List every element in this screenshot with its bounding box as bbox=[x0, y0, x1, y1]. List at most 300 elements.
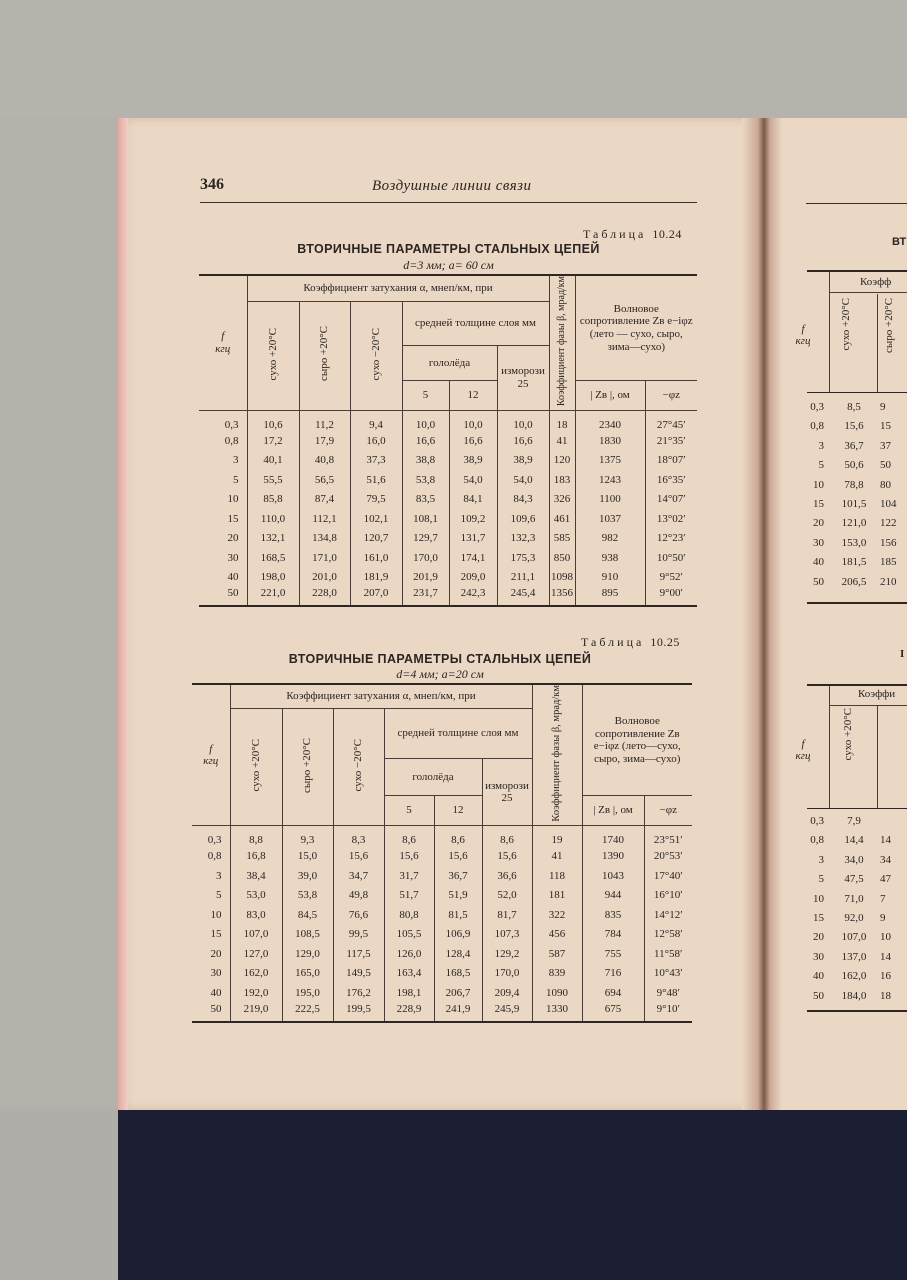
table-cell: 131,7 bbox=[449, 528, 497, 548]
table-cell: 84,3 bbox=[497, 489, 549, 509]
table-cell: 716 bbox=[582, 963, 644, 983]
table-cell: 15,0 bbox=[282, 846, 333, 866]
col-header-dry: сухо +20°C bbox=[230, 708, 282, 826]
table-cell: 156 bbox=[880, 536, 897, 549]
table-cell: 15,6 bbox=[434, 846, 482, 866]
table-cell: 17°40′ bbox=[644, 866, 692, 886]
table-cell: 51,6 bbox=[350, 470, 402, 490]
table-cell: 3 bbox=[233, 454, 239, 467]
table-cell: 195,0 bbox=[282, 983, 333, 1003]
table-cell: 40 bbox=[227, 571, 239, 584]
table-cell: 3 bbox=[216, 869, 222, 882]
table-cell: 84,5 bbox=[282, 905, 333, 925]
right-wet-header: сыро +20°C bbox=[883, 298, 895, 353]
right-header-fragment: Коэфф bbox=[860, 276, 892, 288]
table-cell: 40 bbox=[210, 986, 222, 999]
background-bottom-left bbox=[0, 1108, 118, 1280]
table-cell: 209,4 bbox=[482, 983, 532, 1003]
table-number: 10.25 bbox=[650, 635, 680, 649]
table-cell: 52,0 bbox=[482, 885, 532, 905]
table-cell: 587 bbox=[532, 944, 582, 964]
table-cell: 129,7 bbox=[402, 528, 449, 548]
table-cell: 199,5 bbox=[333, 1002, 384, 1022]
table-cell: 36,7 bbox=[434, 866, 482, 886]
table-cell: 895 bbox=[575, 587, 645, 607]
table-cell: 149,5 bbox=[333, 963, 384, 983]
right-title-fragment: I bbox=[900, 648, 905, 660]
table-cell: 80,8 bbox=[384, 905, 434, 925]
table-cell: 15,6 bbox=[482, 846, 532, 866]
table-cell: 8,6 bbox=[482, 826, 532, 847]
table-cell: 54,0 bbox=[497, 470, 549, 490]
table-cell: 14 bbox=[880, 834, 891, 847]
table-cell: 83,5 bbox=[402, 489, 449, 509]
table-cell: 15 bbox=[813, 912, 824, 924]
table-cell: 241,9 bbox=[434, 1002, 482, 1022]
table-cell: 183 bbox=[549, 470, 575, 490]
table-cell: 8,6 bbox=[434, 826, 482, 847]
table-cell: 16,6 bbox=[402, 431, 449, 451]
table-cell: 84,1 bbox=[449, 489, 497, 509]
table-cell: 694 bbox=[582, 983, 644, 1003]
right-table-divider bbox=[829, 705, 907, 706]
table-cell: 16,6 bbox=[449, 431, 497, 451]
table-cell: 81,7 bbox=[482, 905, 532, 925]
table-cell: 38,8 bbox=[402, 450, 449, 470]
table-cell: 137,0 bbox=[841, 950, 867, 963]
right-title-fragment: ВТ bbox=[892, 236, 907, 248]
table-cell: 30 bbox=[227, 551, 239, 564]
table-row bbox=[199, 509, 697, 529]
col-header-f: f кгц bbox=[192, 684, 230, 826]
table-cell: 0,8 bbox=[224, 434, 239, 447]
table-cell: 7 bbox=[880, 892, 886, 905]
table-cell: 0,3 bbox=[810, 815, 824, 827]
table-cell: 20 bbox=[813, 931, 824, 944]
table-cell: 53,8 bbox=[282, 885, 333, 905]
table-cell: 80 bbox=[880, 478, 891, 491]
table-cell: 1375 bbox=[575, 450, 645, 470]
table-cell: 938 bbox=[575, 548, 645, 568]
table-subtitle: d=4 мм; a=20 см bbox=[396, 667, 484, 681]
table-cell: 14,4 bbox=[844, 834, 864, 847]
table-cell: 14 bbox=[880, 950, 891, 963]
table-cell: 122 bbox=[880, 517, 897, 530]
table-row bbox=[192, 944, 692, 964]
table-cell: 16,6 bbox=[497, 431, 549, 451]
table-cell: 50,6 bbox=[844, 459, 864, 472]
table-cell: 38,9 bbox=[497, 450, 549, 470]
table-cell: 15 bbox=[813, 498, 824, 510]
table-cell: 585 bbox=[549, 528, 575, 548]
col-header-impedance: Волновое сопротивление Zв e−iφz (лето — сухо, сыро, зима—сухо) bbox=[575, 275, 697, 380]
table-row bbox=[192, 905, 692, 925]
col-header-attenuation: Коэффициент затухания α, мнеп/км, при bbox=[247, 275, 549, 301]
table-cell: 9°52′ bbox=[645, 567, 697, 587]
table-cell: 207,0 bbox=[350, 587, 402, 607]
table-row bbox=[192, 1002, 692, 1022]
table-cell: 201,0 bbox=[299, 567, 350, 587]
table-cell: 128,4 bbox=[434, 944, 482, 964]
table-cell: 170,0 bbox=[402, 548, 449, 568]
table-cell: 129,2 bbox=[482, 944, 532, 964]
table-row bbox=[192, 885, 692, 905]
right-table-rule bbox=[807, 392, 907, 393]
table-cell: 7,9 bbox=[847, 815, 861, 827]
table-cell: 14°12′ bbox=[644, 905, 692, 925]
col-header-phase: Коэффициент фазы β, мрад/км bbox=[549, 275, 575, 410]
table-cell: 0,8 bbox=[810, 420, 824, 433]
table-cell: 41 bbox=[532, 846, 582, 866]
table-cell: 1098 bbox=[549, 567, 575, 587]
col-header-f: f кгц bbox=[199, 275, 247, 410]
table-cell: 76,6 bbox=[333, 905, 384, 925]
table-cell: 850 bbox=[549, 548, 575, 568]
table-row bbox=[199, 431, 697, 451]
table-cell: 71,0 bbox=[844, 892, 864, 905]
table-row bbox=[192, 983, 692, 1003]
table-cell: 910 bbox=[575, 567, 645, 587]
table-cell: 0,3 bbox=[224, 418, 239, 431]
table-cell: 201,9 bbox=[402, 567, 449, 587]
table-cell: 87,4 bbox=[299, 489, 350, 509]
col-header-avg-thickness: средней толщине слоя мм bbox=[384, 708, 532, 759]
table-cell: 16°35′ bbox=[645, 470, 697, 490]
table-cell: 322 bbox=[532, 905, 582, 925]
table-row bbox=[192, 846, 692, 866]
table-cell: 14°07′ bbox=[645, 489, 697, 509]
table-cell: 40 bbox=[813, 556, 824, 569]
table-cell: 34 bbox=[880, 853, 891, 866]
table-cell: 55,5 bbox=[247, 470, 299, 490]
table-cell: 228,0 bbox=[299, 587, 350, 607]
col-header-dry-cold: сухо −20°C bbox=[350, 301, 402, 410]
table-cell: 198,0 bbox=[247, 567, 299, 587]
table-cell: 8,5 bbox=[847, 401, 861, 413]
table-cell: 3 bbox=[818, 439, 824, 452]
table-cell: 9,4 bbox=[350, 410, 402, 431]
col-header-zmod: | Zв |, ом bbox=[582, 796, 644, 826]
table-cell: 1043 bbox=[582, 866, 644, 886]
table-cell: 47 bbox=[880, 873, 891, 886]
table-cell: 10 bbox=[813, 892, 824, 905]
table-cell: 185 bbox=[880, 556, 897, 569]
col-header-rime: изморози 25 bbox=[482, 759, 532, 826]
table-cell: 99,5 bbox=[333, 924, 384, 944]
table-cell: 198,1 bbox=[384, 983, 434, 1003]
parameters-table bbox=[192, 683, 692, 1023]
table-cell: 245,9 bbox=[482, 1002, 532, 1022]
table-cell: 839 bbox=[532, 963, 582, 983]
table-cell: 3 bbox=[818, 853, 824, 866]
table-cell: 120 bbox=[549, 450, 575, 470]
table-cell: 20 bbox=[227, 532, 239, 545]
table-cell: 47,5 bbox=[844, 873, 864, 886]
table-cell: 5 bbox=[818, 459, 824, 472]
table-cell: 17,2 bbox=[247, 431, 299, 451]
table-cell: 50 bbox=[880, 459, 891, 472]
table-cell: 9°10′ bbox=[644, 1002, 692, 1022]
table-cell: 222,5 bbox=[282, 1002, 333, 1022]
table-cell: 162,0 bbox=[230, 963, 282, 983]
table-cell: 245,4 bbox=[497, 587, 549, 607]
table-cell: 171,0 bbox=[299, 548, 350, 568]
table-cell: 56,5 bbox=[299, 470, 350, 490]
table-cell: 34,0 bbox=[844, 853, 864, 866]
table-cell: 461 bbox=[549, 509, 575, 529]
table-cell: 15 bbox=[210, 928, 222, 941]
background-bottom bbox=[0, 1108, 907, 1280]
table-cell: 31,7 bbox=[384, 866, 434, 886]
table-cell: 53,0 bbox=[230, 885, 282, 905]
table-cell: 18°07′ bbox=[645, 450, 697, 470]
table-cell: 15 bbox=[227, 512, 239, 525]
col-header-zmod: | Zв |, ом bbox=[575, 380, 645, 410]
table-cell: 108,5 bbox=[282, 924, 333, 944]
table-cell: 107,0 bbox=[841, 931, 867, 944]
table-label-word: Таблица bbox=[581, 635, 645, 649]
table-cell: 5 bbox=[818, 873, 824, 886]
table-cell: 13°02′ bbox=[645, 509, 697, 529]
table-cell: 40,1 bbox=[247, 450, 299, 470]
table-cell: 5 bbox=[216, 889, 222, 902]
table-cell: 8,3 bbox=[333, 826, 384, 847]
table-cell: 10,0 bbox=[402, 410, 449, 431]
table-cell: 16,0 bbox=[350, 431, 402, 451]
table-cell: 184,0 bbox=[841, 989, 867, 1002]
col-header-glaze-5: 5 bbox=[384, 796, 434, 826]
table-cell: 132,3 bbox=[497, 528, 549, 548]
right-table-rule bbox=[807, 808, 907, 809]
table-cell: 168,5 bbox=[247, 548, 299, 568]
table-cell: 1090 bbox=[532, 983, 582, 1003]
book-gutter bbox=[742, 118, 782, 1110]
table-cell: 17,9 bbox=[299, 431, 350, 451]
table-cell: 38,4 bbox=[230, 866, 282, 886]
table-cell: 1330 bbox=[532, 1002, 582, 1022]
table-cell: 83,0 bbox=[230, 905, 282, 925]
table-cell: 36,6 bbox=[482, 866, 532, 886]
col-header-glaze-12: 12 bbox=[434, 796, 482, 826]
table-cell: 112,1 bbox=[299, 509, 350, 529]
table-cell: 20°53′ bbox=[644, 846, 692, 866]
table-row bbox=[192, 866, 692, 886]
table-row bbox=[199, 470, 697, 490]
table-cell: 1243 bbox=[575, 470, 645, 490]
table-cell: 206,5 bbox=[841, 575, 867, 588]
table-title: ВТОРИЧНЫЕ ПАРАМЕТРЫ СТАЛЬНЫХ ЦЕПЕЙ bbox=[297, 242, 600, 256]
table-cell: 10°50′ bbox=[645, 548, 697, 568]
running-head: Воздушные линии связи bbox=[372, 178, 532, 194]
table-cell: 228,9 bbox=[384, 1002, 434, 1022]
table-cell: 675 bbox=[582, 1002, 644, 1022]
table-cell: 85,8 bbox=[247, 489, 299, 509]
table-cell: 41 bbox=[549, 431, 575, 451]
table-cell: 165,0 bbox=[282, 963, 333, 983]
table-label-word: Таблица bbox=[583, 227, 647, 241]
table-cell: 30 bbox=[813, 950, 824, 963]
right-table-divider bbox=[877, 706, 878, 808]
table-cell: 20 bbox=[813, 517, 824, 530]
table-cell: 11,2 bbox=[299, 410, 350, 431]
table-cell: 181,9 bbox=[350, 567, 402, 587]
col-header-glaze-5: 5 bbox=[402, 380, 449, 410]
table-row bbox=[199, 489, 697, 509]
table-cell: 209,0 bbox=[449, 567, 497, 587]
table-cell: 211,1 bbox=[497, 567, 549, 587]
table-row bbox=[192, 924, 692, 944]
table-row bbox=[199, 567, 697, 587]
table-cell: 54,0 bbox=[449, 470, 497, 490]
table-cell: 835 bbox=[582, 905, 644, 925]
table-cell: 104 bbox=[880, 498, 897, 510]
table-cell: 163,4 bbox=[384, 963, 434, 983]
table-cell: 10 bbox=[880, 931, 891, 944]
table-row bbox=[199, 587, 697, 607]
table-cell: 18 bbox=[549, 410, 575, 431]
page-number: 346 bbox=[200, 176, 224, 193]
right-f-header: f кгц bbox=[795, 738, 811, 762]
table-cell: 0,8 bbox=[207, 850, 222, 863]
table-cell: 456 bbox=[532, 924, 582, 944]
table-cell: 1830 bbox=[575, 431, 645, 451]
right-table-divider bbox=[877, 294, 878, 392]
table-cell: 9°48′ bbox=[644, 983, 692, 1003]
table-cell: 38,9 bbox=[449, 450, 497, 470]
table-cell: 0,3 bbox=[207, 834, 222, 847]
col-header-impedance: Волновое сопротивление Zв e−iφz (лето—сухо, сыро, зима—сухо) bbox=[582, 684, 692, 796]
table-cell: 1356 bbox=[549, 587, 575, 607]
table-cell: 9,3 bbox=[282, 826, 333, 847]
table-row bbox=[199, 548, 697, 568]
right-dry-header: сухо +20°C bbox=[840, 298, 852, 351]
table-cell: 755 bbox=[582, 944, 644, 964]
table-cell: 118 bbox=[532, 866, 582, 886]
table-cell: 105,5 bbox=[384, 924, 434, 944]
table-cell: 107,0 bbox=[230, 924, 282, 944]
table-cell: 210 bbox=[880, 575, 897, 588]
table-cell: 10 bbox=[210, 908, 222, 921]
table-cell: 30 bbox=[210, 967, 222, 980]
table-cell: 175,3 bbox=[497, 548, 549, 568]
table-cell: 19 bbox=[532, 826, 582, 847]
table-cell: 34,7 bbox=[333, 866, 384, 886]
table-cell: 181,5 bbox=[841, 556, 867, 569]
table-cell: 101,5 bbox=[841, 498, 867, 510]
table-cell: 51,7 bbox=[384, 885, 434, 905]
right-table-divider bbox=[829, 272, 830, 392]
table-cell: 16°10′ bbox=[644, 885, 692, 905]
table-cell: 50 bbox=[813, 575, 824, 588]
table-cell: 40,8 bbox=[299, 450, 350, 470]
table-cell: 126,0 bbox=[384, 944, 434, 964]
table-cell: 10,0 bbox=[449, 410, 497, 431]
table-cell: 0,8 bbox=[810, 834, 824, 847]
background-top bbox=[0, 0, 907, 118]
table-cell: 15,6 bbox=[333, 846, 384, 866]
table-cell: 21°35′ bbox=[645, 431, 697, 451]
table-cell: 192,0 bbox=[230, 983, 282, 1003]
table-cell: 129,0 bbox=[282, 944, 333, 964]
table-cell: 109,2 bbox=[449, 509, 497, 529]
table-cell: 12°58′ bbox=[644, 924, 692, 944]
table-cell: 102,1 bbox=[350, 509, 402, 529]
table-cell: 36,7 bbox=[844, 439, 864, 452]
table-cell: 1100 bbox=[575, 489, 645, 509]
table-cell: 10 bbox=[227, 493, 239, 506]
table-cell: 50 bbox=[210, 1002, 222, 1015]
table-cell: 50 bbox=[227, 587, 239, 600]
table-cell: 944 bbox=[582, 885, 644, 905]
table-cell: 176,2 bbox=[333, 983, 384, 1003]
table-number: 10.24 bbox=[652, 227, 682, 241]
right-header-fragment: Коэффи bbox=[858, 688, 896, 700]
table-cell: 107,3 bbox=[482, 924, 532, 944]
table-cell: 92,0 bbox=[844, 912, 864, 924]
col-header-wet: сыро +20°C bbox=[299, 301, 350, 410]
table-cell: 39,0 bbox=[282, 866, 333, 886]
table-cell: 18 bbox=[880, 989, 891, 1002]
col-header-phi: −φz bbox=[644, 796, 692, 826]
table-cell: 53,8 bbox=[402, 470, 449, 490]
table-row bbox=[192, 826, 692, 847]
col-header-phi: −φz bbox=[645, 380, 697, 410]
table-cell: 9 bbox=[880, 912, 886, 924]
table-cell: 221,0 bbox=[247, 587, 299, 607]
table-cell: 37,3 bbox=[350, 450, 402, 470]
table-row bbox=[199, 410, 697, 431]
table-cell: 51,9 bbox=[434, 885, 482, 905]
right-page bbox=[782, 118, 907, 1110]
table-cell: 23°51′ bbox=[644, 826, 692, 847]
table-cell: 11°58′ bbox=[644, 944, 692, 964]
table-cell: 153,0 bbox=[841, 536, 867, 549]
right-table-rule bbox=[807, 1010, 907, 1012]
right-page-header-rule bbox=[806, 203, 907, 204]
table-cell: 37 bbox=[880, 439, 891, 452]
table-cell: 9°00′ bbox=[645, 587, 697, 607]
col-header-glaze-12: 12 bbox=[449, 380, 497, 410]
col-header-dry: сухо +20°C bbox=[247, 301, 299, 410]
table-cell: 174,1 bbox=[449, 548, 497, 568]
table-cell: 15,6 bbox=[844, 420, 864, 433]
table-cell: 10,0 bbox=[497, 410, 549, 431]
table-subtitle: d=3 мм; a= 60 см bbox=[403, 258, 494, 272]
table-cell: 784 bbox=[582, 924, 644, 944]
table-cell: 9 bbox=[880, 401, 886, 413]
table-cell: 162,0 bbox=[841, 970, 867, 983]
col-header-avg-thickness: средней толщине слоя мм bbox=[402, 301, 549, 346]
table-cell: 168,5 bbox=[434, 963, 482, 983]
table-cell: 50 bbox=[813, 989, 824, 1002]
table-cell: 81,5 bbox=[434, 905, 482, 925]
table-cell: 106,9 bbox=[434, 924, 482, 944]
col-header-dry-cold: сухо −20°C bbox=[333, 708, 384, 826]
col-header-wet: сыро +20°C bbox=[282, 708, 333, 826]
table-cell: 20 bbox=[210, 947, 222, 960]
table-cell: 1037 bbox=[575, 509, 645, 529]
table-cell: 15,6 bbox=[384, 846, 434, 866]
col-header-glaze: гололёда bbox=[402, 346, 497, 381]
table-cell: 2340 bbox=[575, 410, 645, 431]
table-row bbox=[192, 963, 692, 983]
table-cell: 121,0 bbox=[841, 517, 867, 530]
table-cell: 10 bbox=[813, 478, 824, 491]
right-table-rule bbox=[807, 684, 907, 686]
table-cell: 161,0 bbox=[350, 548, 402, 568]
table-cell: 78,8 bbox=[844, 478, 864, 491]
table-cell: 10°43′ bbox=[644, 963, 692, 983]
